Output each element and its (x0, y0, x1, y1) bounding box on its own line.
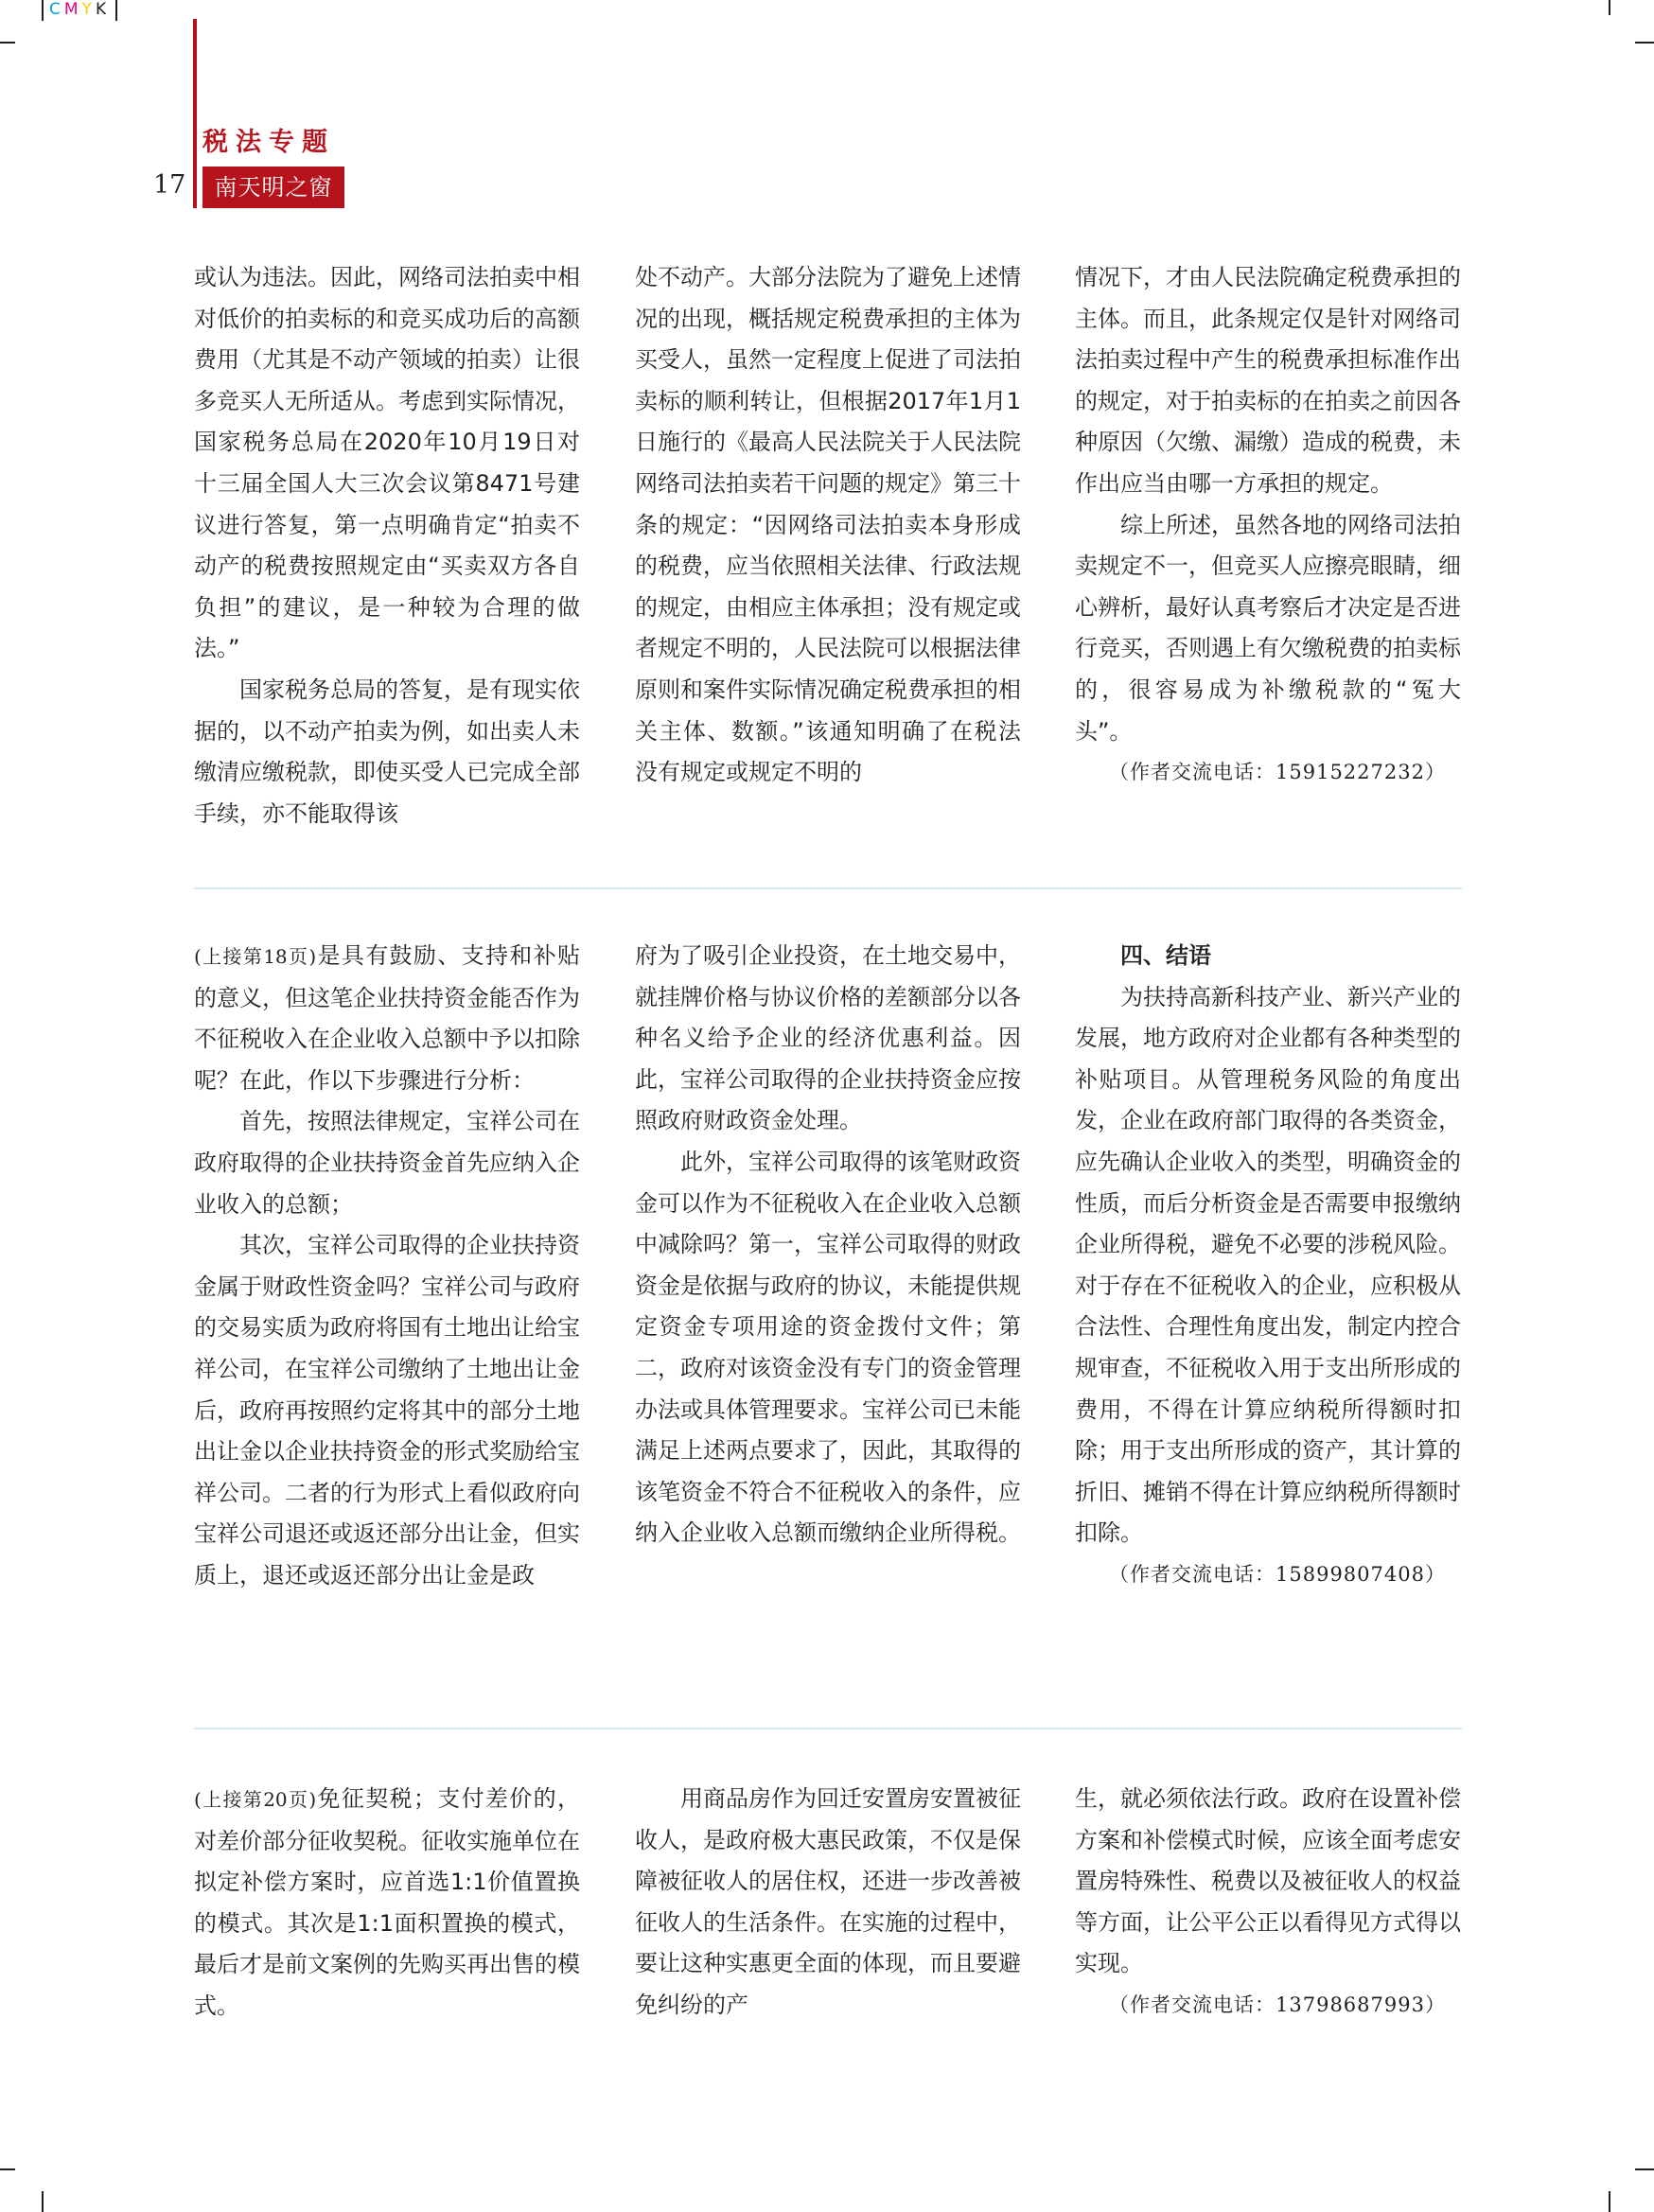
crop-mark (42, 2191, 44, 2212)
crop-mark (0, 42, 15, 44)
crop-mark (1635, 42, 1654, 44)
paragraph: 国家税务总局的答复，是有现实依据的，以不动产拍卖为例，如出卖人未缴清应缴税款，即使买受人已完成全部手续，亦不能取得该 (194, 676, 580, 827)
column-banner: 南天明之窗 (202, 167, 344, 208)
section-heading: 四、结语 (1120, 942, 1211, 969)
cmyk-m: M (63, 0, 82, 19)
article-1-column-2 (635, 257, 1021, 794)
paragraph: 府为了吸引企业投资，在土地交易中，就挂牌价格与协议价格的差额部分以各种名义给予企业的经济优惠利益。因此，宝祥公司取得的企业扶持资金应按照政府财政资金处理。 (635, 942, 1021, 1134)
article-2-column-2 (635, 936, 1021, 1554)
crop-mark (1609, 0, 1610, 15)
paragraph-text: 是具有鼓励、支持和补贴的意义，但这笔企业扶持资金能否作为不征税收入在企业收入总额中予以扣除呢？在此，作以下步骤进行分析： (194, 942, 580, 1094)
article-2-column-3 (1075, 936, 1461, 1596)
continued-from-note: (上接第18页) (194, 945, 317, 968)
cmyk-y: Y (81, 0, 96, 19)
header-red-rule (193, 19, 197, 208)
paragraph: 生，就必须依法行政。政府在设置补偿方案和补偿模式时候，应该全面考虑安置房特殊性、税费以及被征收人的权益等方面，让公平公正以看得见方式得以实现。 (1075, 1785, 1461, 1977)
continued-from-note: (上接第20页) (194, 1788, 317, 1811)
article-3-column-2 (635, 1779, 1021, 2027)
paragraph: 处不动产。大部分法院为了避免上述情况的出现，概括规定税费承担的主体为买受人，虽然一定程度上促进了司法拍卖标的顺利转让，但根据2017年1月1日施行的《最高人民法院关于人民法院网络司法拍卖若干问题的规定》第三十条的规定：“因网络司法拍卖本身形成的税费，应当依照相关法律、行政法规的规定，由相应主体承担；没有规定或者规定不明的，人民法院可以根据法律原则和案件实际情况确定税费承担的相关主体、数额。”该通知明确了在税法没有规定或规定不明的 (635, 264, 1021, 786)
color-registration-strip (42, 0, 117, 21)
crop-mark (1635, 2168, 1654, 2170)
article-divider (194, 1728, 1462, 1729)
cmyk-k: K (95, 0, 111, 19)
article-divider (194, 887, 1462, 889)
article-1 (194, 257, 1462, 844)
paragraph: 综上所述，虽然各地的网络司法拍卖规定不一，但竞买人应擦亮眼睛，细心辨析，最好认真考察后才决定是否进行竞买，否则遇上有欠缴税费的拍卖标的，很容易成为补缴税款的“冤大头”。 (1075, 511, 1461, 745)
section-title: 税法专题 (202, 128, 335, 157)
author-contact: （作者交流电话：13798687993） (1109, 1993, 1446, 2016)
article-2 (194, 936, 1462, 1693)
cmyk-c: C (49, 0, 64, 19)
paragraph: 情况下，才由人民法院确定税费承担的主体。而且，此条规定仅是针对网络司法拍卖过程中产生的税费承担标准作出的规定，对于拍卖标的在拍卖之前因各种原因（欠缴、漏缴）造成的税费，未作出应当由哪一方承担的规定。 (1075, 264, 1461, 497)
paragraph (194, 1779, 580, 2028)
article-3 (194, 1779, 1462, 2063)
paragraph: 其次，宝祥公司取得的企业扶持资金属于财政性资金吗？宝祥公司与政府的交易实质为政府将国有土地出让给宝祥公司，在宝祥公司缴纳了土地出让金后，政府再按照约定将其中的部分土地出让金以企业扶持资金的形式奖励给宝祥公司。二者的行为形式上看似政府向宝祥公司退还或返还部分出让金，但实质上，退还或返还部分出让金是政 (194, 1232, 580, 1589)
crop-mark (0, 2168, 15, 2170)
paragraph: 此外，宝祥公司取得的该笔财政资金可以作为不征税收入在企业收入总额中减除吗？第一，宝祥公司取得的财政资金是依据与政府的协议，未能提供规定资金专项用途的资金拨付文件；第二，政府对该资金没有专门的资金管理办法或具体管理要求。宝祥公司已未能满足上述两点要求了，因此，其取得的该笔资金不符合不征税收入的条件，应纳入企业收入总额而缴纳企业所得税。 (635, 1148, 1021, 1547)
article-1-column-1 (194, 257, 580, 834)
paragraph: 为扶持高新科技产业、新兴产业的发展，地方政府对企业都有各种类型的补贴项目。从管理税务风险的角度出发，企业在政府部门取得的各类资金，应先确认企业收入的类型，明确资金的性质，而后分析资金是否需要申报缴纳企业所得税，避免不必要的涉税风险。对于存在不征税收入的企业，应积极从合法性、合理性角度出发，制定内控合规审查，不征税收入用于支出所形成的费用，不得在计算应纳税所得额时扣除；用于支出所形成的资产，其计算的折旧、摊销不得在计算应纳税所得额时扣除。 (1075, 983, 1461, 1547)
page-number: 17 (153, 170, 186, 200)
article-2-column-1 (194, 936, 580, 1597)
article-3-column-1 (194, 1779, 580, 2028)
author-contact: （作者交流电话：15915227232） (1109, 761, 1446, 784)
paragraph: 首先，按照法律规定，宝祥公司在政府取得的企业扶持资金首先应纳入企业收入的总额； (194, 1108, 580, 1218)
article-1-column-3 (1075, 257, 1461, 794)
author-contact: （作者交流电话：15899807408） (1109, 1562, 1446, 1586)
paragraph (194, 936, 580, 1101)
crop-mark (1609, 2191, 1610, 2212)
paragraph-text: 免征契税；支付差价的，对差价部分征收契税。征收实施单位在拟定补偿方案时，应首选1:1价值置换的模式。其次是1:1面积置换的模式，最后才是前文案例的先购买再出售的模式。 (194, 1785, 580, 2019)
article-3-column-3 (1075, 1779, 1461, 2027)
paragraph: 或认为违法。因此，网络司法拍卖中相对低价的拍卖标的和竞买成功后的高额费用（尤其是不动产领域的拍卖）让很多竞买人无所适从。考虑到实际情况，国家税务总局在2020年10月19日对十三届全国人大三次会议第8471号建议进行答复，第一点明确肯定“拍卖不动产的税费按照规定由“买卖双方各自负担”的建议，是一种较为合理的做法。” (194, 264, 580, 662)
paragraph: 用商品房作为回迁安置房安置被征收人，是政府极大惠民政策，不仅是保障被征收人的居住权，还进一步改善被征收人的生活条件。在实施的过程中，要让这种实惠更全面的体现，而且要避免纠纷的产 (635, 1785, 1021, 2018)
